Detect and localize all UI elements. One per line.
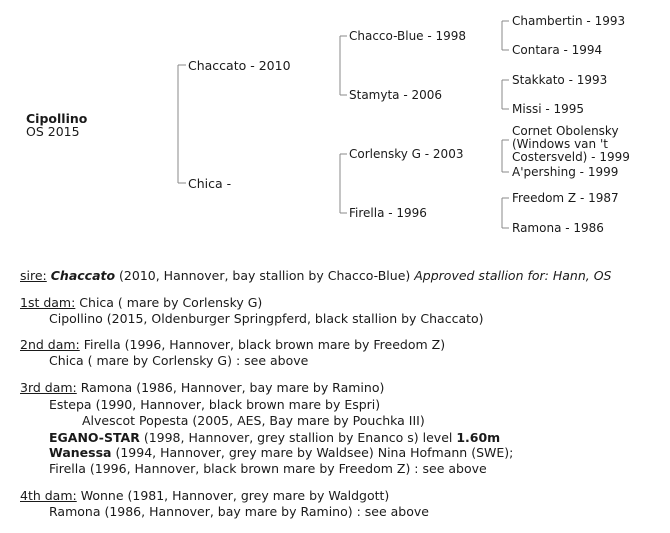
dam4-line <box>20 488 389 503</box>
sire-detail: (2010, Hannover, bay stallion by Chacco-Blue) <box>115 268 415 283</box>
dam3-offspring-estepa: Estepa (1990, Hannover, black brown mare by Espri) <box>49 397 381 412</box>
sire-label: sire: <box>20 268 47 283</box>
dam2-label: 2nd dam: <box>20 337 80 352</box>
sire-approved: Approved stallion for: Hann, OS <box>414 268 612 283</box>
dam3-offspring-wanessa <box>49 445 513 460</box>
dam2-text: Firella (1996, Hannover, black brown mare by Freedom Z) <box>79 337 446 352</box>
tree-great-grandparent: A'pershing - 1999 <box>512 165 619 179</box>
dam2-offspring: Chica ( mare by Corlensky G) : see above <box>49 353 309 368</box>
sire-line <box>20 268 611 283</box>
dam1-text: Chica ( mare by Corlensky G) <box>75 295 263 310</box>
tree-sire-dam: Stamyta - 2006 <box>349 88 443 102</box>
tree-dam: Chica - <box>188 176 232 191</box>
tree-dam-dam: Firella - 1996 <box>349 206 427 220</box>
subject-name: Cipollino <box>26 111 88 126</box>
egano-text: (1998, Hannover, grey stallion by Enanco s) level <box>139 430 457 445</box>
dam1-line <box>20 295 262 310</box>
dam3-line <box>20 380 384 395</box>
tree-great-grandparent: Contara - 1994 <box>512 43 603 57</box>
dam4-text: Wonne (1981, Hannover, grey mare by Waldgott) <box>76 488 390 503</box>
egano-level: 1.60m <box>456 430 501 445</box>
wanessa-text: (1994, Hannover, grey mare by Waldsee) Nina Hofmann (SWE); <box>111 445 514 460</box>
dam1-label: 1st dam: <box>20 295 76 310</box>
dam3-text: Ramona (1986, Hannover, bay mare by Ramino) <box>76 380 385 395</box>
tree-great-grandparent: Chambertin - 1993 <box>512 14 626 28</box>
sire-name: Chaccato <box>50 268 116 283</box>
subject-detail: OS 2015 <box>26 124 80 139</box>
tree-great-grandparent: Stakkato - 1993 <box>512 73 608 87</box>
tree-great-grandparent: Ramona - 1986 <box>512 221 604 235</box>
tree-sire-sire: Chacco-Blue - 1998 <box>349 29 467 43</box>
dam3-label: 3rd dam: <box>20 380 77 395</box>
tree-great-grandparent: Freedom Z - 1987 <box>512 191 619 205</box>
dam3-offspring-egano <box>49 430 500 445</box>
dam3-grandoffspring-alvescot: Alvescot Popesta (2005, AES, Bay mare by Pouchka III) <box>82 413 425 428</box>
tree-great-grandparent: Missi - 1995 <box>512 102 585 116</box>
dam2-line <box>20 337 445 352</box>
dam1-offspring: Cipollino (2015, Oldenburger Springpferd, black stallion by Chaccato) <box>49 311 484 326</box>
tree-dam-sire: Corlensky G - 2003 <box>349 147 464 161</box>
tree-sire: Chaccato - 2010 <box>188 58 291 73</box>
tree-great-grandparent: Cornet Obolensky (Windows van 't Costersveld) - 1999 <box>512 124 630 164</box>
wanessa-name: Wanessa <box>49 445 112 460</box>
dam4-label: 4th dam: <box>20 488 77 503</box>
egano-name: EGANO-STAR <box>49 430 140 445</box>
dam4-offspring: Ramona (1986, Hannover, bay mare by Ramino) : see above <box>49 504 429 519</box>
dam3-offspring-firella: Firella (1996, Hannover, black brown mare by Freedom Z) : see above <box>49 461 487 476</box>
